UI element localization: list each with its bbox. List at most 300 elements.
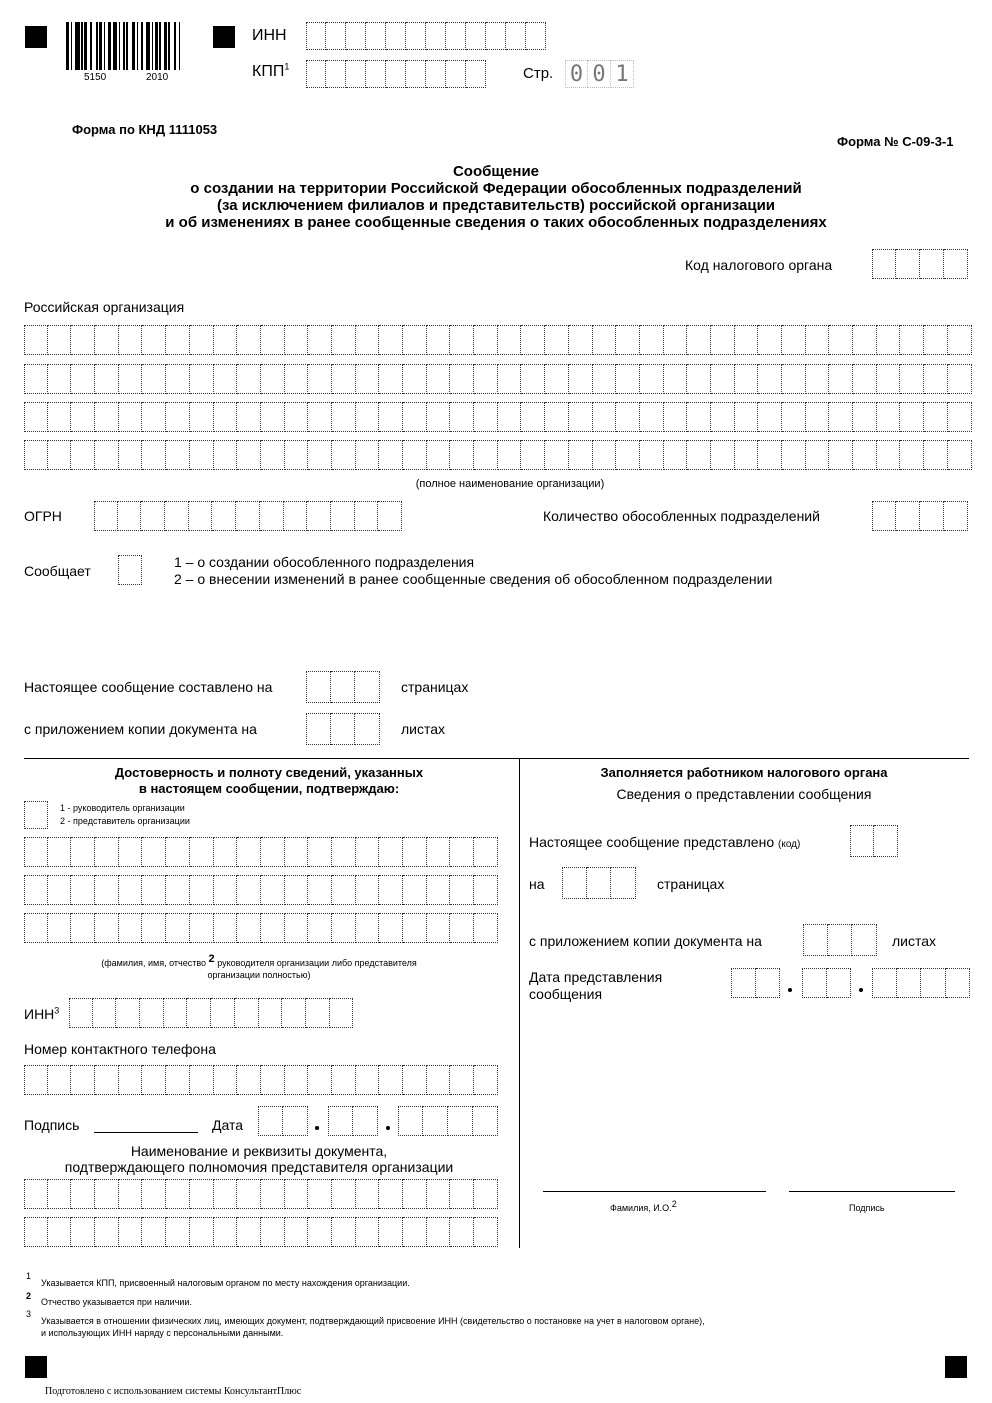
fio-row-3-cell[interactable] — [119, 913, 143, 943]
organization-name-row-4-cell[interactable] — [853, 440, 877, 470]
tax-authority-code-field-cell[interactable] — [896, 249, 920, 279]
composed-pages-field-cell[interactable] — [306, 671, 331, 703]
organization-name-row-2-cell[interactable] — [877, 364, 901, 394]
date-month-field-cell[interactable] — [328, 1106, 353, 1136]
organization-name-row-4-cell[interactable] — [285, 440, 309, 470]
organization-name-row-3-cell[interactable] — [450, 402, 474, 432]
organization-name-row-3-cell[interactable] — [900, 402, 924, 432]
fio-row-3-cell[interactable] — [48, 913, 72, 943]
organization-name-row-2-cell[interactable] — [24, 364, 48, 394]
date-year-field-cell[interactable] — [423, 1106, 448, 1136]
phone-field-cell[interactable] — [237, 1065, 261, 1095]
organization-name-row-4-cell[interactable] — [687, 440, 711, 470]
organization-name-row-3-cell[interactable] — [498, 402, 522, 432]
left-inn-field-cell[interactable] — [235, 998, 259, 1028]
tax-authority-code-field-cell[interactable] — [944, 249, 968, 279]
date-year-field-cell[interactable] — [448, 1106, 473, 1136]
fio-row-3-cell[interactable] — [261, 913, 285, 943]
organization-name-row-1-cell[interactable] — [95, 325, 119, 355]
organization-name-row-2-cell[interactable] — [166, 364, 190, 394]
phone-field-cell[interactable] — [474, 1065, 498, 1095]
fio-row-1-cell[interactable] — [166, 837, 190, 867]
organization-name-row-1-cell[interactable] — [782, 325, 806, 355]
phone-field-cell[interactable] — [190, 1065, 214, 1095]
fio-row-3-cell[interactable] — [379, 913, 403, 943]
organization-name-row-1-cell[interactable] — [640, 325, 664, 355]
organization-name-row-2-cell[interactable] — [474, 364, 498, 394]
organization-name-row-1-cell[interactable] — [237, 325, 261, 355]
organization-name-row-1-cell[interactable] — [900, 325, 924, 355]
organization-name-row-3-cell[interactable] — [687, 402, 711, 432]
doc-row-1-cell[interactable] — [190, 1179, 214, 1209]
organization-name-row-2-cell[interactable] — [664, 364, 688, 394]
organization-name-row-2-cell[interactable] — [261, 364, 285, 394]
doc-row-1-cell[interactable] — [403, 1179, 427, 1209]
fio-row-3[interactable] — [24, 913, 498, 943]
organization-name-row-3-cell[interactable] — [569, 402, 593, 432]
organization-name-row-2-cell[interactable] — [332, 364, 356, 394]
fio-row-3-cell[interactable] — [356, 913, 380, 943]
inn-field[interactable] — [306, 22, 546, 50]
organization-name-row-4-cell[interactable] — [664, 440, 688, 470]
kpp-field-cell[interactable] — [386, 60, 406, 88]
organization-name-row-3-cell[interactable] — [261, 402, 285, 432]
date-year-field[interactable] — [398, 1106, 498, 1136]
doc-row-1-cell[interactable] — [356, 1179, 380, 1209]
fio-row-2-cell[interactable] — [71, 875, 95, 905]
fio-row-1-cell[interactable] — [214, 837, 238, 867]
doc-row-1-cell[interactable] — [166, 1179, 190, 1209]
ogrn-field-cell[interactable] — [378, 501, 402, 531]
subdivisions-count-field-cell[interactable] — [872, 501, 896, 531]
fio-row-1-cell[interactable] — [237, 837, 261, 867]
organization-name-row-1-cell[interactable] — [806, 325, 830, 355]
organization-name-row-4-cell[interactable] — [332, 440, 356, 470]
organization-name-row-2-cell[interactable] — [48, 364, 72, 394]
ogrn-field-cell[interactable] — [236, 501, 260, 531]
subdivisions-count-field-cell[interactable] — [920, 501, 944, 531]
submission-year-field-cell[interactable] — [921, 968, 946, 998]
organization-name-row-4-cell[interactable] — [308, 440, 332, 470]
organization-name-row-1-cell[interactable] — [403, 325, 427, 355]
fio-row-2-cell[interactable] — [450, 875, 474, 905]
inn-field-cell[interactable] — [386, 22, 406, 50]
submission-year-field[interactable] — [872, 968, 970, 998]
kpp-field-cell[interactable] — [366, 60, 386, 88]
organization-name-row-4-cell[interactable] — [214, 440, 238, 470]
fio-row-2-cell[interactable] — [379, 875, 403, 905]
attached-sheets-field[interactable] — [306, 713, 380, 745]
right-attached-field-cell[interactable] — [803, 924, 828, 956]
doc-row-2[interactable] — [24, 1217, 498, 1247]
doc-row-1-cell[interactable] — [119, 1179, 143, 1209]
doc-row-1-cell[interactable] — [214, 1179, 238, 1209]
fio-row-1-cell[interactable] — [332, 837, 356, 867]
organization-name-row-1-cell[interactable] — [545, 325, 569, 355]
fio-row-3-cell[interactable] — [308, 913, 332, 943]
fio-row-3-cell[interactable] — [332, 913, 356, 943]
doc-row-2-cell[interactable] — [308, 1217, 332, 1247]
kpp-field-cell[interactable] — [346, 60, 366, 88]
organization-name-row-2-cell[interactable] — [356, 364, 380, 394]
doc-row-2-cell[interactable] — [379, 1217, 403, 1247]
tax-authority-code-field-cell[interactable] — [920, 249, 944, 279]
confirmer-type-field[interactable] — [24, 801, 48, 829]
doc-row-1-cell[interactable] — [261, 1179, 285, 1209]
composed-pages-field-cell[interactable] — [355, 671, 380, 703]
subdivisions-count-field-cell[interactable] — [896, 501, 920, 531]
fio-row-2-cell[interactable] — [24, 875, 48, 905]
kpp-field-cell[interactable] — [466, 60, 486, 88]
date-year-field-cell[interactable] — [473, 1106, 498, 1136]
organization-name-row-3-cell[interactable] — [214, 402, 238, 432]
organization-name-row-3-cell[interactable] — [427, 402, 451, 432]
fio-row-1-cell[interactable] — [95, 837, 119, 867]
fio-row-3-cell[interactable] — [190, 913, 214, 943]
phone-field-cell[interactable] — [379, 1065, 403, 1095]
organization-name-row-2-cell[interactable] — [687, 364, 711, 394]
fio-row-2-cell[interactable] — [214, 875, 238, 905]
doc-row-1-cell[interactable] — [48, 1179, 72, 1209]
organization-name-row-2-cell[interactable] — [853, 364, 877, 394]
organization-name-row-3-cell[interactable] — [95, 402, 119, 432]
organization-name-row-3-cell[interactable] — [285, 402, 309, 432]
organization-name-row-3-cell[interactable] — [356, 402, 380, 432]
fio-row-1-cell[interactable] — [190, 837, 214, 867]
organization-name-row-2-cell[interactable] — [95, 364, 119, 394]
fio-row-3-cell[interactable] — [166, 913, 190, 943]
organization-name-row-3-cell[interactable] — [308, 402, 332, 432]
left-inn-field-cell[interactable] — [164, 998, 188, 1028]
organization-name-row-2[interactable] — [24, 364, 972, 394]
inn-field-cell[interactable] — [466, 22, 486, 50]
doc-row-2-cell[interactable] — [48, 1217, 72, 1247]
fio-row-2-cell[interactable] — [474, 875, 498, 905]
confirmer-type-field-cell[interactable] — [24, 801, 48, 829]
fio-row-3-cell[interactable] — [142, 913, 166, 943]
fio-row-2-cell[interactable] — [48, 875, 72, 905]
organization-name-row-2-cell[interactable] — [924, 364, 948, 394]
doc-row-1-cell[interactable] — [308, 1179, 332, 1209]
organization-name-row-4-cell[interactable] — [569, 440, 593, 470]
organization-name-row-1-cell[interactable] — [593, 325, 617, 355]
doc-row-2-cell[interactable] — [332, 1217, 356, 1247]
organization-name-row-3-cell[interactable] — [616, 402, 640, 432]
organization-name-row-4-cell[interactable] — [427, 440, 451, 470]
right-attached-field-cell[interactable] — [828, 924, 853, 956]
organization-name-row-1-cell[interactable] — [569, 325, 593, 355]
doc-row-1-cell[interactable] — [332, 1179, 356, 1209]
organization-name-row-2-cell[interactable] — [285, 364, 309, 394]
fio-row-1-cell[interactable] — [450, 837, 474, 867]
organization-name-row-2-cell[interactable] — [806, 364, 830, 394]
inn-field-cell[interactable] — [366, 22, 386, 50]
submission-year-field-cell[interactable] — [946, 968, 971, 998]
organization-name-row-2-cell[interactable] — [616, 364, 640, 394]
fio-row-2-cell[interactable] — [356, 875, 380, 905]
organization-name-row-2-cell[interactable] — [142, 364, 166, 394]
organization-name-row-2-cell[interactable] — [782, 364, 806, 394]
doc-row-2-cell[interactable] — [142, 1217, 166, 1247]
organization-name-row-4-cell[interactable] — [95, 440, 119, 470]
inn-field-cell[interactable] — [506, 22, 526, 50]
subdivisions-count-field-cell[interactable] — [944, 501, 968, 531]
organization-name-row-1-cell[interactable] — [261, 325, 285, 355]
left-inn-field-cell[interactable] — [69, 998, 93, 1028]
doc-row-2-cell[interactable] — [24, 1217, 48, 1247]
doc-row-2-cell[interactable] — [166, 1217, 190, 1247]
fio-row-3-cell[interactable] — [214, 913, 238, 943]
inn-field-cell[interactable] — [346, 22, 366, 50]
right-attached-field-cell[interactable] — [852, 924, 877, 956]
left-inn-field-cell[interactable] — [259, 998, 283, 1028]
right-pages-field-cell[interactable] — [562, 867, 587, 899]
organization-name-row-2-cell[interactable] — [758, 364, 782, 394]
right-pages-field-cell[interactable] — [587, 867, 612, 899]
organization-name-row-1-cell[interactable] — [924, 325, 948, 355]
organization-name-row-4-cell[interactable] — [379, 440, 403, 470]
organization-name-row-1-cell[interactable] — [214, 325, 238, 355]
doc-row-1-cell[interactable] — [142, 1179, 166, 1209]
inn-field-cell[interactable] — [426, 22, 446, 50]
organization-name-row-2-cell[interactable] — [735, 364, 759, 394]
submission-code-field-cell[interactable] — [874, 825, 898, 857]
submission-month-field-cell[interactable] — [827, 968, 852, 998]
composed-pages-field-cell[interactable] — [331, 671, 356, 703]
doc-row-2-cell[interactable] — [450, 1217, 474, 1247]
fio-row-1-cell[interactable] — [379, 837, 403, 867]
submission-year-field-cell[interactable] — [872, 968, 897, 998]
fio-row-1-cell[interactable] — [71, 837, 95, 867]
date-month-field-cell[interactable] — [353, 1106, 378, 1136]
ogrn-field-cell[interactable] — [260, 501, 284, 531]
organization-name-row-4-cell[interactable] — [900, 440, 924, 470]
left-inn-field-cell[interactable] — [140, 998, 164, 1028]
organization-name-row-1-cell[interactable] — [664, 325, 688, 355]
organization-name-row-2-cell[interactable] — [948, 364, 972, 394]
doc-row-1-cell[interactable] — [95, 1179, 119, 1209]
phone-field[interactable] — [24, 1065, 498, 1095]
doc-row-1[interactable] — [24, 1179, 498, 1209]
organization-name-row-2-cell[interactable] — [569, 364, 593, 394]
phone-field-cell[interactable] — [403, 1065, 427, 1095]
doc-row-1-cell[interactable] — [71, 1179, 95, 1209]
submission-month-field-cell[interactable] — [802, 968, 827, 998]
organization-name-row-1-cell[interactable] — [142, 325, 166, 355]
organization-name-row-2-cell[interactable] — [450, 364, 474, 394]
organization-name-row-3-cell[interactable] — [332, 402, 356, 432]
organization-name-row-3-cell[interactable] — [379, 402, 403, 432]
organization-name-row-4-cell[interactable] — [829, 440, 853, 470]
phone-field-cell[interactable] — [427, 1065, 451, 1095]
phone-field-cell[interactable] — [308, 1065, 332, 1095]
fio-row-2[interactable] — [24, 875, 498, 905]
fio-row-2-cell[interactable] — [261, 875, 285, 905]
organization-name-row-3-cell[interactable] — [806, 402, 830, 432]
doc-row-1-cell[interactable] — [379, 1179, 403, 1209]
organization-name-row-4-cell[interactable] — [545, 440, 569, 470]
organization-name-row-3-cell[interactable] — [593, 402, 617, 432]
fio-row-2-cell[interactable] — [142, 875, 166, 905]
organization-name-row-1-cell[interactable] — [166, 325, 190, 355]
officer-fio-line[interactable] — [543, 1191, 766, 1192]
date-day-field[interactable] — [258, 1106, 308, 1136]
composed-pages-field[interactable] — [306, 671, 380, 703]
right-pages-field-cell[interactable] — [611, 867, 636, 899]
organization-name-row-2-cell[interactable] — [593, 364, 617, 394]
inn-field-cell[interactable] — [326, 22, 346, 50]
organization-name-row-2-cell[interactable] — [498, 364, 522, 394]
ogrn-field-cell[interactable] — [331, 501, 355, 531]
date-month-field[interactable] — [328, 1106, 378, 1136]
fio-row-3-cell[interactable] — [95, 913, 119, 943]
kpp-field-cell[interactable] — [446, 60, 466, 88]
fio-row-1-cell[interactable] — [356, 837, 380, 867]
organization-name-row-3-cell[interactable] — [948, 402, 972, 432]
left-inn-field-cell[interactable] — [93, 998, 117, 1028]
organization-name-row-1-cell[interactable] — [119, 325, 143, 355]
organization-name-row-2-cell[interactable] — [829, 364, 853, 394]
submission-day-field[interactable] — [731, 968, 780, 998]
ogrn-field-cell[interactable] — [165, 501, 189, 531]
doc-row-2-cell[interactable] — [474, 1217, 498, 1247]
fio-row-1-cell[interactable] — [474, 837, 498, 867]
organization-name-row-4-cell[interactable] — [190, 440, 214, 470]
ogrn-field-cell[interactable] — [94, 501, 118, 531]
organization-name-row-3-cell[interactable] — [190, 402, 214, 432]
left-inn-field-cell[interactable] — [306, 998, 330, 1028]
organization-name-row-3-cell[interactable] — [853, 402, 877, 432]
organization-name-row-3-cell[interactable] — [71, 402, 95, 432]
fio-row-3-cell[interactable] — [427, 913, 451, 943]
fio-row-2-cell[interactable] — [95, 875, 119, 905]
organization-name-row-2-cell[interactable] — [403, 364, 427, 394]
doc-row-1-cell[interactable] — [450, 1179, 474, 1209]
doc-row-2-cell[interactable] — [285, 1217, 309, 1247]
fio-row-1-cell[interactable] — [427, 837, 451, 867]
organization-name-row-4-cell[interactable] — [593, 440, 617, 470]
doc-row-2-cell[interactable] — [427, 1217, 451, 1247]
phone-field-cell[interactable] — [261, 1065, 285, 1095]
fio-row-1-cell[interactable] — [403, 837, 427, 867]
reports-code-field-cell[interactable] — [118, 555, 142, 585]
organization-name-row-1-cell[interactable] — [379, 325, 403, 355]
organization-name-row-2-cell[interactable] — [711, 364, 735, 394]
submission-code-field[interactable] — [850, 825, 898, 857]
reports-code-field[interactable] — [118, 555, 142, 585]
date-day-field-cell[interactable] — [283, 1106, 308, 1136]
organization-name-row-1-cell[interactable] — [24, 325, 48, 355]
phone-field-cell[interactable] — [119, 1065, 143, 1095]
organization-name-row-4-cell[interactable] — [498, 440, 522, 470]
organization-name-row-4-cell[interactable] — [261, 440, 285, 470]
phone-field-cell[interactable] — [71, 1065, 95, 1095]
organization-name-row-3-cell[interactable] — [119, 402, 143, 432]
organization-name-row-4-cell[interactable] — [735, 440, 759, 470]
doc-row-1-cell[interactable] — [474, 1179, 498, 1209]
organization-name-row-1-cell[interactable] — [474, 325, 498, 355]
fio-row-1-cell[interactable] — [24, 837, 48, 867]
organization-name-row-4-cell[interactable] — [877, 440, 901, 470]
left-inn-field-cell[interactable] — [282, 998, 306, 1028]
organization-name-row-4-cell[interactable] — [356, 440, 380, 470]
submission-day-field-cell[interactable] — [756, 968, 781, 998]
fio-row-2-cell[interactable] — [427, 875, 451, 905]
organization-name-row-4-cell[interactable] — [782, 440, 806, 470]
doc-row-2-cell[interactable] — [95, 1217, 119, 1247]
ogrn-field-cell[interactable] — [118, 501, 142, 531]
kpp-field-cell[interactable] — [326, 60, 346, 88]
organization-name-row-1-cell[interactable] — [521, 325, 545, 355]
organization-name-row-3-cell[interactable] — [877, 402, 901, 432]
inn-field-cell[interactable] — [526, 22, 546, 50]
attached-sheets-field-cell[interactable] — [306, 713, 331, 745]
right-pages-field[interactable] — [562, 867, 636, 899]
organization-name-row-4-cell[interactable] — [948, 440, 972, 470]
organization-name-row-3-cell[interactable] — [924, 402, 948, 432]
organization-name-row-4-cell[interactable] — [640, 440, 664, 470]
fio-row-2-cell[interactable] — [166, 875, 190, 905]
doc-row-2-cell[interactable] — [119, 1217, 143, 1247]
fio-row-3-cell[interactable] — [285, 913, 309, 943]
organization-name-row-2-cell[interactable] — [427, 364, 451, 394]
organization-name-row-1[interactable] — [24, 325, 972, 355]
organization-name-row-2-cell[interactable] — [214, 364, 238, 394]
organization-name-row-4-cell[interactable] — [616, 440, 640, 470]
organization-name-row-1-cell[interactable] — [948, 325, 972, 355]
organization-name-row-1-cell[interactable] — [190, 325, 214, 355]
organization-name-row-3-cell[interactable] — [521, 402, 545, 432]
organization-name-row-1-cell[interactable] — [829, 325, 853, 355]
organization-name-row-1-cell[interactable] — [285, 325, 309, 355]
fio-row-1-cell[interactable] — [119, 837, 143, 867]
phone-field-cell[interactable] — [166, 1065, 190, 1095]
organization-name-row-2-cell[interactable] — [190, 364, 214, 394]
fio-row-2-cell[interactable] — [285, 875, 309, 905]
left-inn-field-cell[interactable] — [330, 998, 354, 1028]
doc-row-2-cell[interactable] — [403, 1217, 427, 1247]
organization-name-row-1-cell[interactable] — [48, 325, 72, 355]
organization-name-row-1-cell[interactable] — [616, 325, 640, 355]
organization-name-row-4-cell[interactable] — [142, 440, 166, 470]
left-inn-field-cell[interactable] — [187, 998, 211, 1028]
organization-name-row-3-cell[interactable] — [24, 402, 48, 432]
organization-name-row-2-cell[interactable] — [521, 364, 545, 394]
organization-name-row-3-cell[interactable] — [735, 402, 759, 432]
fio-row-2-cell[interactable] — [237, 875, 261, 905]
organization-name-row-2-cell[interactable] — [900, 364, 924, 394]
organization-name-row-3-cell[interactable] — [142, 402, 166, 432]
submission-month-field[interactable] — [802, 968, 851, 998]
organization-name-row-3[interactable] — [24, 402, 972, 432]
organization-name-row-1-cell[interactable] — [308, 325, 332, 355]
fio-row-3-cell[interactable] — [403, 913, 427, 943]
doc-row-2-cell[interactable] — [71, 1217, 95, 1247]
kpp-field-cell[interactable] — [306, 60, 326, 88]
attached-sheets-field-cell[interactable] — [355, 713, 380, 745]
fio-row-3-cell[interactable] — [71, 913, 95, 943]
fio-row-3-cell[interactable] — [24, 913, 48, 943]
organization-name-row-4-cell[interactable] — [758, 440, 782, 470]
organization-name-row-3-cell[interactable] — [545, 402, 569, 432]
organization-name-row-4-cell[interactable] — [237, 440, 261, 470]
organization-name-row-1-cell[interactable] — [735, 325, 759, 355]
ogrn-field-cell[interactable] — [189, 501, 213, 531]
organization-name-row-4-cell[interactable] — [806, 440, 830, 470]
organization-name-row-1-cell[interactable] — [877, 325, 901, 355]
organization-name-row-3-cell[interactable] — [48, 402, 72, 432]
phone-field-cell[interactable] — [356, 1065, 380, 1095]
